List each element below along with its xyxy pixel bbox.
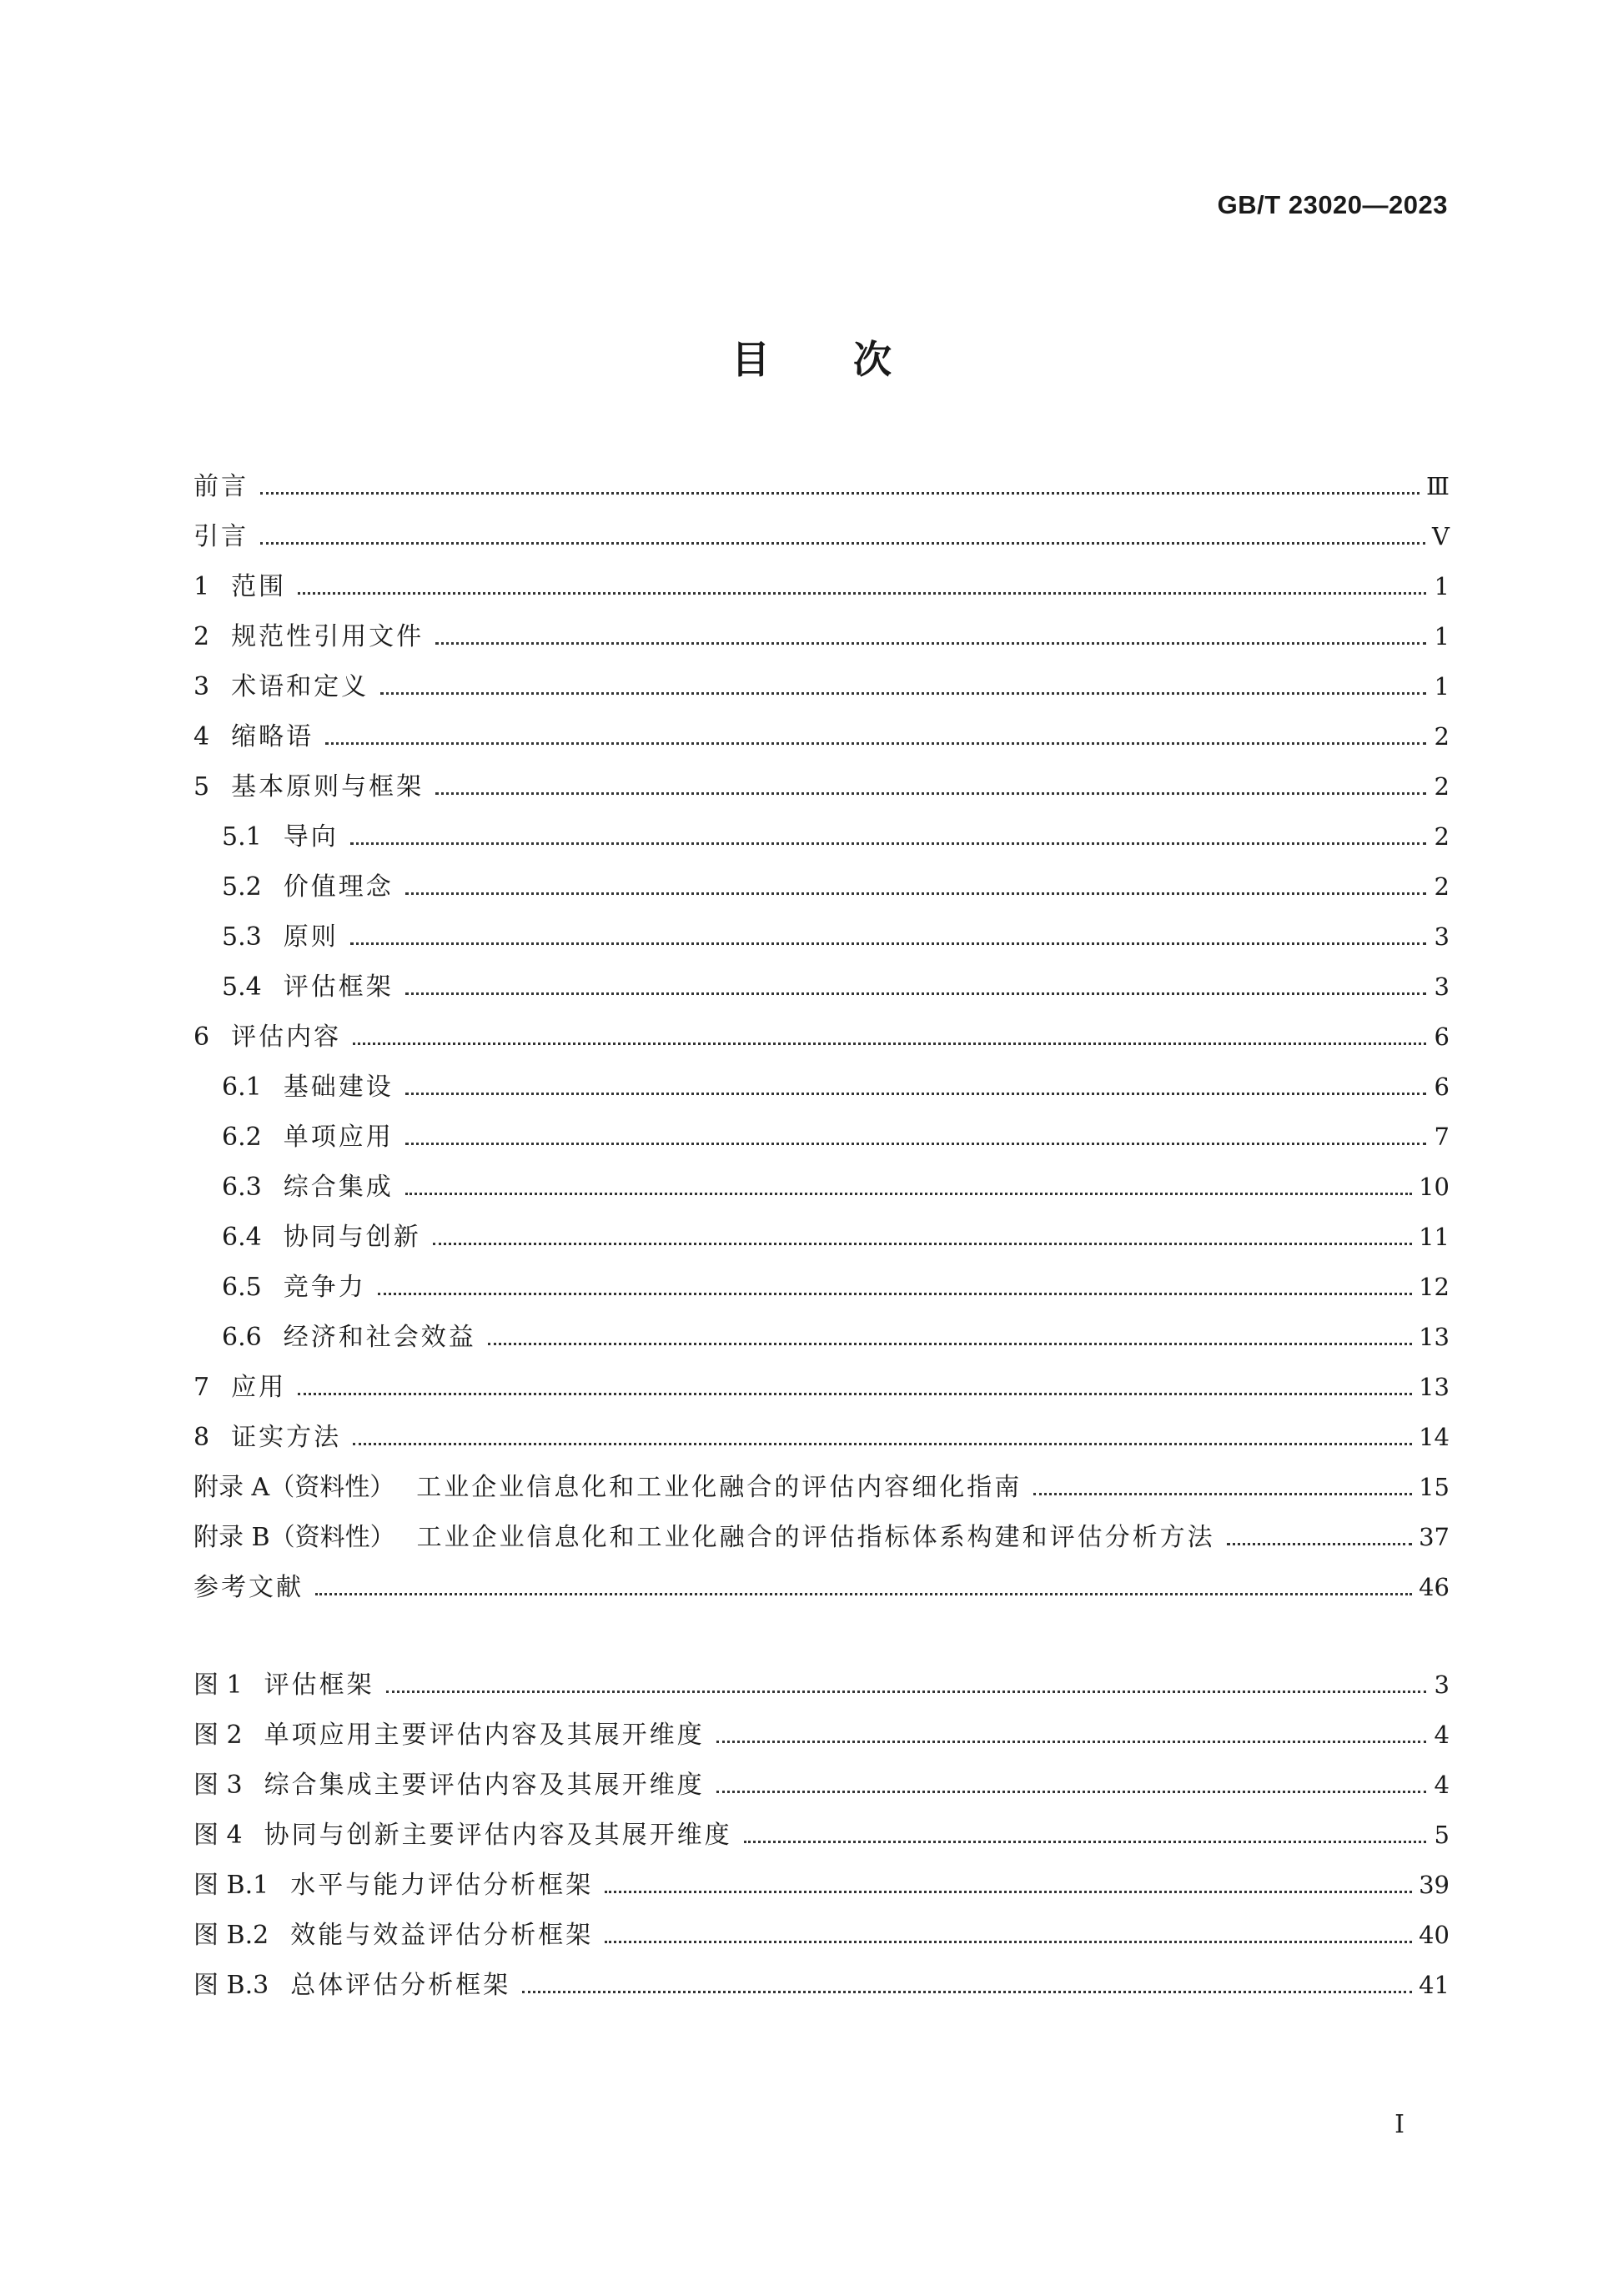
figure-entry-page-number: 39 <box>1419 1871 1450 1899</box>
toc-entry-label: 价值理念 <box>283 872 394 902</box>
toc-entry-number: 2 <box>193 622 210 651</box>
toc-entry-label: 评估框架 <box>283 972 394 1002</box>
dot-leader <box>298 592 1426 595</box>
toc-entry-page-number: 15 <box>1419 1473 1450 1501</box>
toc-entry-page-number: Ⅲ <box>1426 472 1450 500</box>
dot-leader <box>744 1841 1426 1843</box>
figure-entry-label: 水平与能力评估分析框架 <box>290 1871 594 1900</box>
dot-leader <box>488 1343 1412 1345</box>
toc-entry-number: 6.4 <box>222 1223 262 1252</box>
dot-leader <box>522 1991 1412 1993</box>
toc-entry[interactable] <box>193 811 1450 862</box>
toc-entry-label: 原则 <box>283 922 339 952</box>
figure-entry-number: 图 1 <box>193 1671 243 1700</box>
toc-entry-number: 6.2 <box>222 1123 262 1152</box>
toc-entry-page-number: Ⅴ <box>1432 522 1450 550</box>
toc-entry-page-number: 12 <box>1419 1273 1450 1301</box>
toc-entry-page-number: 11 <box>1419 1223 1450 1251</box>
toc-entry-page-number: 13 <box>1419 1323 1450 1351</box>
dot-leader <box>605 1891 1412 1893</box>
dot-leader <box>1033 1493 1412 1495</box>
figure-entry-number: 图 4 <box>193 1821 243 1850</box>
toc-entry[interactable] <box>193 1312 1450 1362</box>
dot-leader <box>405 992 1426 995</box>
dot-leader <box>1227 1543 1413 1545</box>
dot-leader <box>353 1042 1426 1045</box>
toc-entry[interactable] <box>193 461 1450 511</box>
figure-entry-label: 评估框架 <box>264 1671 374 1700</box>
toc-entry-page-number: 6 <box>1434 1022 1450 1051</box>
toc-entry-page-number: 2 <box>1434 772 1450 801</box>
toc-entry-page-number: 2 <box>1434 872 1450 901</box>
toc-entry-label: 基础建设 <box>283 1073 394 1102</box>
dot-leader <box>380 692 1426 695</box>
figure-entry-page-number: 40 <box>1419 1921 1450 1949</box>
toc-entry-number: 8 <box>193 1423 210 1452</box>
dot-leader <box>350 842 1426 845</box>
toc-entry-page-number: 6 <box>1434 1073 1450 1101</box>
toc-entry-page-number: 46 <box>1419 1573 1450 1601</box>
toc-entry-label: 基本原则与框架 <box>231 772 425 801</box>
toc-entry-label: 经济和社会效益 <box>283 1323 476 1352</box>
dot-leader <box>350 942 1426 945</box>
dot-leader <box>298 1393 1412 1395</box>
figure-entry[interactable] <box>193 1660 1450 1710</box>
dot-leader <box>386 1691 1426 1693</box>
toc-entry-page-number: 1 <box>1434 622 1450 651</box>
toc-entry-page-number: 37 <box>1419 1523 1450 1551</box>
dot-leader <box>405 1193 1412 1195</box>
toc-entry-label: 应用 <box>231 1373 287 1402</box>
toc-entry-page-number: 14 <box>1419 1423 1450 1451</box>
toc-entry-label: 导向 <box>283 822 339 852</box>
figure-entry-number: 图 B.1 <box>193 1871 269 1900</box>
toc-entry[interactable] <box>193 912 1450 962</box>
toc-entry-label: 工业企业信息化和工业化融合的评估指标体系构建和评估分析方法 <box>416 1523 1215 1552</box>
figure-entry-page-number: 4 <box>1434 1721 1450 1749</box>
toc-entry-label: 术语和定义 <box>231 672 369 701</box>
toc-entry-number: 5.3 <box>222 922 262 952</box>
figure-entry-page-number: 3 <box>1434 1671 1450 1699</box>
figure-entry-page-number: 5 <box>1434 1821 1450 1849</box>
figure-entry-number: 图 2 <box>193 1721 243 1750</box>
toc-entry-label: 前言 <box>193 472 249 501</box>
toc-entry-number: 4 <box>193 722 210 751</box>
dot-leader <box>716 1741 1426 1743</box>
figure-entry[interactable] <box>193 1810 1450 1860</box>
dot-leader <box>405 1143 1426 1145</box>
toc-entry-number: 7 <box>193 1373 210 1402</box>
toc-entry-label: 协同与创新 <box>283 1223 421 1252</box>
figure-entry-number: 图 B.3 <box>193 1971 269 2000</box>
toc-entry[interactable] <box>193 711 1450 761</box>
toc-entry-number: 5.2 <box>222 872 262 902</box>
dot-leader <box>353 1443 1412 1445</box>
toc-entry-label: 缩略语 <box>231 722 314 751</box>
toc-entry-number: 6.3 <box>222 1173 262 1202</box>
dot-leader <box>405 1093 1426 1095</box>
toc-entry[interactable] <box>193 1362 1450 1412</box>
toc-entry[interactable] <box>193 1412 1450 1462</box>
toc-entry-number: 6.1 <box>222 1073 262 1102</box>
figure-entry[interactable] <box>193 1960 1450 2010</box>
dot-leader <box>433 1243 1412 1245</box>
toc-entry[interactable] <box>193 561 1450 611</box>
figure-entry-number: 图 3 <box>193 1771 243 1800</box>
toc-entry-number: 5 <box>193 772 210 801</box>
toc-entry[interactable] <box>193 1562 1450 1612</box>
figure-entry-page-number: 41 <box>1419 1971 1450 1999</box>
toc-entry[interactable] <box>193 661 1450 711</box>
toc-entry[interactable] <box>193 1012 1450 1062</box>
toc-entry-label: 竞争力 <box>283 1273 366 1302</box>
toc-entry[interactable] <box>193 1262 1450 1312</box>
page-number: I <box>1394 2110 1404 2139</box>
document-code: GB/T 23020—2023 <box>1217 190 1448 219</box>
dot-leader <box>260 542 1425 545</box>
figure-entry[interactable] <box>193 1910 1450 1960</box>
dot-leader <box>260 492 1419 495</box>
toc-entry-number: 3 <box>193 672 210 701</box>
toc-entry-page-number: 7 <box>1434 1123 1450 1151</box>
dot-leader <box>435 792 1426 795</box>
toc-entry-number: 1 <box>193 572 210 601</box>
toc-entry-number: 6 <box>193 1022 210 1052</box>
toc-entry-number: 附录 A（资料性） <box>193 1473 395 1502</box>
toc-entry[interactable] <box>193 761 1450 811</box>
toc-entry-label: 范围 <box>231 572 287 601</box>
list-of-figures <box>193 1660 1450 2010</box>
toc-entry-label: 单项应用 <box>283 1123 394 1152</box>
toc-entry-page-number: 3 <box>1434 972 1450 1001</box>
figure-entry-number: 图 B.2 <box>193 1921 269 1950</box>
toc-entry[interactable] <box>193 1162 1450 1212</box>
dot-leader <box>435 642 1426 645</box>
figure-entry-label: 总体评估分析框架 <box>290 1971 511 2000</box>
toc-entry-page-number: 3 <box>1434 922 1450 951</box>
toc-entry-page-number: 10 <box>1419 1173 1450 1201</box>
toc-entry-label: 综合集成 <box>283 1173 394 1202</box>
toc-entry-number: 5.4 <box>222 972 262 1002</box>
dot-leader <box>378 1293 1412 1295</box>
toc-entry-label: 工业企业信息化和工业化融合的评估内容细化指南 <box>416 1473 1023 1502</box>
dot-leader <box>325 742 1426 745</box>
toc-entry-label: 引言 <box>193 522 249 551</box>
toc-entry-page-number: 1 <box>1434 672 1450 701</box>
toc-entry[interactable] <box>193 1212 1450 1262</box>
toc-entry-page-number: 2 <box>1434 722 1450 751</box>
toc-entry-label: 参考文献 <box>193 1573 304 1602</box>
toc-entry-page-number: 13 <box>1419 1373 1450 1401</box>
toc-entry-label: 证实方法 <box>231 1423 342 1452</box>
figure-entry-label: 综合集成主要评估内容及其展开维度 <box>264 1771 705 1800</box>
figure-entry[interactable] <box>193 1860 1450 1910</box>
dot-leader <box>716 1791 1426 1793</box>
figure-entry-page-number: 4 <box>1434 1771 1450 1799</box>
toc-entry[interactable] <box>193 862 1450 912</box>
table-of-contents <box>193 461 1450 1612</box>
toc-entry[interactable] <box>193 1462 1450 1512</box>
toc-entry-page-number: 1 <box>1434 572 1450 600</box>
page-title: 目次 <box>731 337 975 382</box>
toc-entry-label: 评估内容 <box>231 1022 342 1052</box>
toc-entry[interactable] <box>193 511 1450 561</box>
toc-entry-page-number: 2 <box>1434 822 1450 851</box>
dot-leader <box>405 892 1426 895</box>
toc-entry[interactable] <box>193 611 1450 661</box>
toc-entry-number: 5.1 <box>222 822 262 852</box>
figure-entry[interactable] <box>193 1760 1450 1810</box>
figure-entry-label: 效能与效益评估分析框架 <box>290 1921 594 1950</box>
figure-entry-label: 协同与创新主要评估内容及其展开维度 <box>264 1821 732 1850</box>
dot-leader <box>315 1593 1412 1595</box>
figure-entry-label: 单项应用主要评估内容及其展开维度 <box>264 1721 705 1750</box>
toc-entry-number: 6.5 <box>222 1273 262 1302</box>
toc-entry[interactable] <box>193 1112 1450 1162</box>
dot-leader <box>605 1941 1412 1943</box>
toc-entry-label: 规范性引用文件 <box>231 622 425 651</box>
toc-entry[interactable] <box>193 962 1450 1012</box>
toc-entry[interactable] <box>193 1062 1450 1112</box>
toc-entry[interactable] <box>193 1512 1450 1562</box>
figure-entry[interactable] <box>193 1710 1450 1760</box>
toc-entry-number: 6.6 <box>222 1323 262 1352</box>
toc-entry-number: 附录 B（资料性） <box>193 1523 395 1552</box>
